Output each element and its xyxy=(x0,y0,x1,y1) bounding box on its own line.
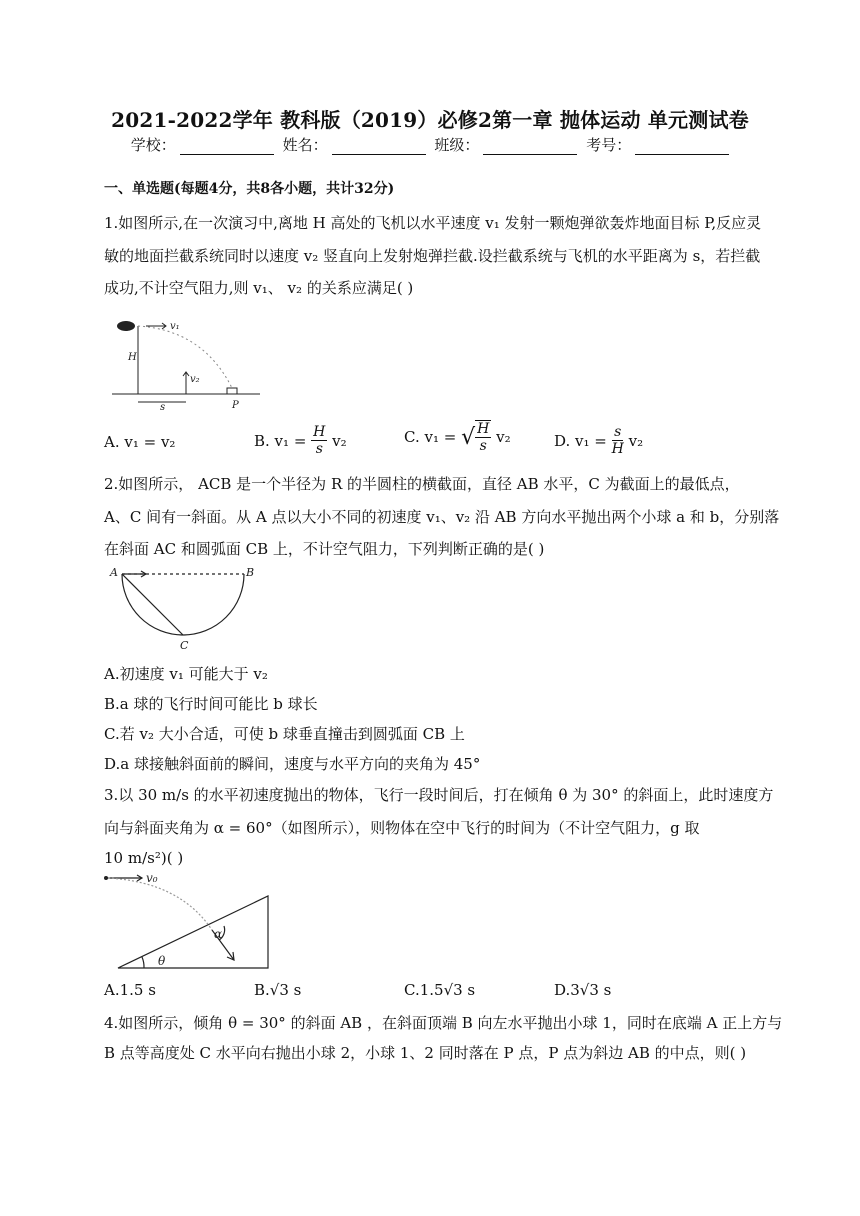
class-blank xyxy=(483,140,577,155)
q1-fig-v1: v₁ xyxy=(170,321,180,332)
q1-figure xyxy=(108,312,268,412)
q3-option-c[interactable]: C.1.5√3 s xyxy=(404,981,476,999)
q3-option-a[interactable]: A.1.5 s xyxy=(104,981,156,999)
q1-target-box xyxy=(227,388,237,394)
q2-line-1: 2.如图所示， ACB 是一个半径为 R 的半圆柱的横截面，直径 AB 水平，C 为截面上的最低点， xyxy=(104,475,740,493)
exam-title: 2021-2022学年 教科版（2019）必修2第一章 抛体运动 单元测试卷 xyxy=(111,108,749,132)
q3-fig-alpha: α xyxy=(214,927,223,941)
q3-line-1: 3.以 30 m/s 的水平初速度抛出的物体，飞行一段时间后，打在倾角 θ 为 30° 的斜面上，此时速度方 xyxy=(104,786,774,804)
q2-option-d[interactable]: D.a 球接触斜面前的瞬间，速度与水平方向的夹角为 45° xyxy=(104,755,481,773)
section-title: 一、单选题(每题4分，共8各小题，共计32分) xyxy=(104,181,395,197)
q3-line-3: 10 m/s²)( ) xyxy=(104,849,184,867)
q3-option-b[interactable]: B.√3 s xyxy=(254,981,302,999)
q1-fig-v2: v₂ xyxy=(190,374,200,385)
q3-trajectory xyxy=(108,878,212,930)
q3-figure xyxy=(100,868,280,972)
sqrt-icon: √ xyxy=(461,424,476,450)
name-label: 姓名： xyxy=(282,136,328,154)
school-label: 学校： xyxy=(130,136,176,154)
q2-option-b[interactable]: B.a 球的飞行时间可能比 b 球长 xyxy=(104,695,318,713)
q3-ball-icon xyxy=(104,876,108,880)
q2-figure xyxy=(108,562,258,654)
q1-trajectory xyxy=(138,326,232,388)
q1-fig-s: s xyxy=(160,402,166,412)
q3-incline-triangle xyxy=(118,896,268,968)
q1-plane-icon xyxy=(117,321,135,331)
q4-line-1: 4.如图所示，倾角 θ = 30° 的斜面 AB ，在斜面顶端 B 向左水平抛出小球 1，同时在底端 A 正上方与 xyxy=(104,1014,783,1032)
class-label: 班级： xyxy=(434,136,480,154)
school-blank xyxy=(180,140,274,155)
q1-fig-P: P xyxy=(232,400,239,411)
q1-option-a[interactable]: A. v₁ = v₂ xyxy=(104,433,176,451)
exam-no-label: 考号： xyxy=(586,136,632,154)
exam-no-blank xyxy=(635,140,729,155)
q2-incline-ac xyxy=(122,574,183,635)
q1-line-2: 敏的地面拦截系统同时以速度 v₂ 竖直向上发射炮弹拦截.设拦截系统与飞机的水平距离为 s，若拦截 xyxy=(104,247,761,265)
q3-option-d[interactable]: D.3√3 s xyxy=(554,981,612,999)
q2-semicircle-arc xyxy=(122,574,244,635)
q2-option-a[interactable]: A.初速度 v₁ 可能大于 v₂ xyxy=(104,665,268,683)
q2-line-2: A、C 间有一斜面。从 A 点以大小不同的初速度 v₁、v₂ 沿 AB 方向水平抛出两个小球 a 和 b，分别落 xyxy=(104,508,780,526)
q1-option-d[interactable]: D. v₁ = $\frac{s}{H}$ v₂ xyxy=(554,424,644,457)
q3-fig-theta: θ xyxy=(158,954,166,968)
q1-fig-H: H xyxy=(128,352,137,363)
q2-fig-label-b: B xyxy=(246,566,255,579)
q1-line-3: 成功,不计空气阻力,则 v₁、 v₂ 的关系应满足( ) xyxy=(104,279,414,297)
q2-option-c[interactable]: C.若 v₂ 大小合适，可使 b 球垂直撞击到圆弧面 CB 上 xyxy=(104,725,465,743)
q2-line-3: 在斜面 AC 和圆弧面 CB 上，不计空气阻力，下列判断正确的是( ) xyxy=(104,540,545,558)
q1-option-c[interactable]: C. v₁ = √ $\frac{H}{s}$ v₂ xyxy=(404,421,511,454)
q3-theta-arc xyxy=(142,957,144,968)
name-blank xyxy=(332,140,426,155)
q3-fig-v0: v₀ xyxy=(146,871,158,885)
q3-line-2: 向与斜面夹角为 α = 60°（如图所示），则物体在空中飞行的时间为（不计空气阻力，g 取 xyxy=(104,819,700,837)
q2-fig-label-a: A xyxy=(110,566,118,579)
q2-fig-label-c: C xyxy=(180,639,189,652)
q1-line-1: 1.如图所示,在一次演习中,离地 H 高处的飞机以水平速度 v₁ 发射一颗炮弹欲轰炸地面目标 P,反应灵 xyxy=(104,214,762,232)
q1-option-b[interactable]: B. v₁ = $\frac{H}{s}$ v₂ xyxy=(254,424,347,457)
student-info-row xyxy=(0,134,860,155)
q4-line-2: B 点等高度处 C 水平向右抛出小球 2，小球 1、2 同时落在 P 点，P 点为斜边 AB 的中点，则( ) xyxy=(104,1044,747,1062)
